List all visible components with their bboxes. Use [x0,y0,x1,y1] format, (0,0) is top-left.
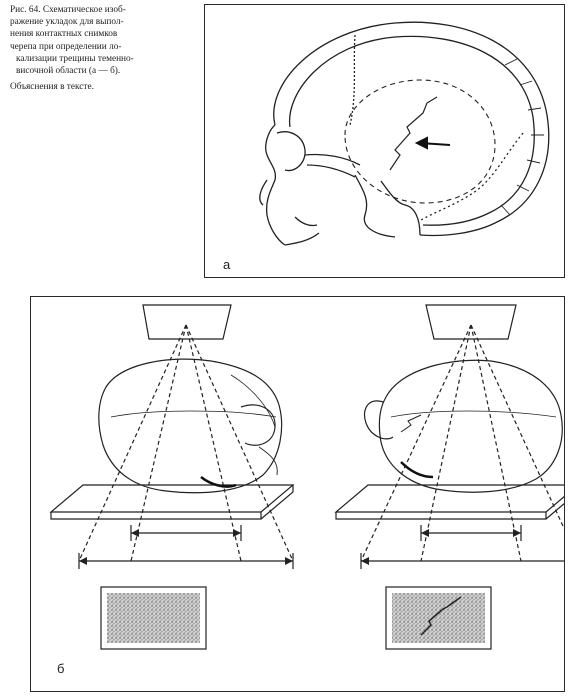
caption-line: височной области (а — б). [16,66,121,77]
figure-panel-a [204,4,565,278]
projection-setups-illustration [31,297,564,691]
figure-panel-b [30,296,565,692]
panel-label-a: а [223,257,231,272]
caption-note: Объяснения в тексте. [10,82,94,93]
skull-lateral-illustration [205,5,564,277]
caption-line: черепа при определении ло- [10,41,122,52]
caption-line: Рис. 64. Схематическое изоб- [10,5,126,15]
caption-line: ражение укладок для выпол- [10,17,124,28]
caption-line: нения контактных снимков [10,29,118,40]
figure-caption [10,4,200,93]
caption-line: кализации трещины теменно- [16,53,134,64]
panel-label-b: б [57,661,65,676]
